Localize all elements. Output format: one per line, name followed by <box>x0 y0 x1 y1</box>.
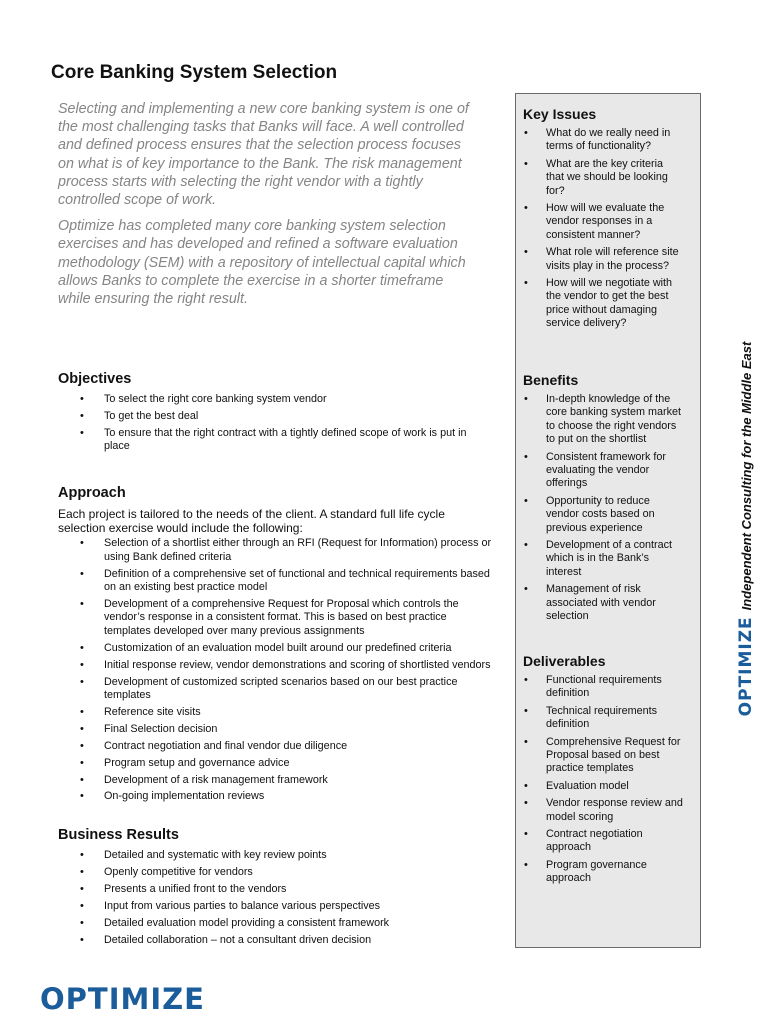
vertical-brand-logo: OPTIMIZE <box>736 616 756 717</box>
intro-paragraph-2: Optimize has completed many core banking system selection exercises and has developed and refined a software evaluation methodology (SEM) with a repository of intellectual capital which allows Banks to complete the exercise in a shorter timeframe while ensuring the right result. <box>58 218 466 308</box>
approach-section <box>58 485 498 807</box>
approach-list <box>58 537 498 803</box>
list-item: • What role will reference site visits play in the process? <box>523 246 684 273</box>
list-item: • Development of customized scripted scenarios based on our best practice templates <box>58 676 494 703</box>
list-item: • How will we evaluate the vendor responses in a consistent manner? <box>523 202 684 242</box>
key-issues-section <box>523 106 698 335</box>
list-item: • Selection of a shortlist either through an RFI (Request for Information) process or using Bank defined criteria <box>58 537 494 564</box>
list-item: • Detailed evaluation model providing a consistent framework <box>58 917 494 930</box>
objectives-section <box>58 371 498 457</box>
list-item: • Development of a risk management framework <box>58 774 494 787</box>
list-item: • Development of a comprehensive Request for Proposal which controls the vendor’s response in a consistent format. This is based on best practice templates developed over many previous assignments <box>58 598 494 638</box>
list-item: • Management of risk associated with vendor selection <box>523 583 684 623</box>
list-item: • In-depth knowledge of the core banking system market to choose the right vendors to put on the shortlist <box>523 393 684 447</box>
list-item: • What do we really need in terms of functionality? <box>523 127 684 154</box>
objectives-heading: Objectives <box>58 371 132 387</box>
list-item: • Initial response review, vendor demonstrations and scoring of shortlisted vendors <box>58 659 494 672</box>
list-item: • Contract negotiation approach <box>523 828 684 855</box>
vertical-banner <box>735 341 757 717</box>
list-item: • Customization of an evaluation model built around our predefined criteria <box>58 642 494 655</box>
deliverables-heading: Deliverables <box>523 653 606 669</box>
list-item: • Openly competitive for vendors <box>58 866 494 879</box>
list-item: • Vendor response review and model scoring <box>523 797 684 824</box>
list-item: • Evaluation model <box>523 780 684 793</box>
list-item: • Technical requirements definition <box>523 705 684 732</box>
list-item: • Input from various parties to balance various perspectives <box>58 900 494 913</box>
sidebar-panel <box>515 93 701 948</box>
objectives-list <box>58 393 498 454</box>
list-item: • Consistent framework for evaluating the vendor offerings <box>523 451 684 491</box>
list-item: • On-going implementation reviews <box>58 790 494 803</box>
footer-logo: OPTIMIZE <box>40 982 205 1016</box>
business-results-heading: Business Results <box>58 827 179 843</box>
list-item: • Comprehensive Request for Proposal based on best practice templates <box>523 736 684 776</box>
key-issues-heading: Key Issues <box>523 106 597 122</box>
list-item: • Detailed and systematic with key review points <box>58 849 494 862</box>
list-item: • How will we negotiate with the vendor to get the best price without damaging service delivery? <box>523 277 684 331</box>
list-item: • To ensure that the right contract with a tightly defined scope of work is put in place <box>58 427 494 454</box>
deliverables-section <box>523 653 698 890</box>
list-item: • Development of a contract which is in the Bank’s interest <box>523 539 684 579</box>
list-item: • Reference site visits <box>58 706 494 719</box>
list-item: • To get the best deal <box>58 410 494 423</box>
approach-intro: Each project is tailored to the needs of the client. A standard full life cycle selection exercise would include the following: <box>58 507 445 536</box>
list-item: • Definition of a comprehensive set of functional and technical requirements based on an existing best practice model <box>58 568 494 595</box>
list-item: • Program governance approach <box>523 859 684 886</box>
business-results-list <box>58 849 498 947</box>
list-item: • Program setup and governance advice <box>58 757 494 770</box>
business-results-section <box>58 827 498 950</box>
benefits-heading: Benefits <box>523 372 579 388</box>
benefits-section <box>523 372 698 628</box>
deliverables-list <box>523 674 698 886</box>
list-item: • Opportunity to reduce vendor costs based on previous experience <box>523 495 684 535</box>
list-item: • Final Selection decision <box>58 723 494 736</box>
key-issues-list <box>523 127 698 331</box>
intro-paragraph-1: Selecting and implementing a new core banking system is one of the most challenging tasks that Banks will face. A well controlled and defined process ensures that the selection process focuses on what is of key importance to the Bank. The risk management process starts with selecting the right vendor with a tightly controlled scope of work. <box>58 101 469 209</box>
page-title: Core Banking System Selection <box>51 62 338 83</box>
intro-text <box>58 100 478 316</box>
list-item: • Detailed collaboration – not a consultant driven decision <box>58 934 494 947</box>
benefits-list <box>523 393 698 624</box>
list-item: • Contract negotiation and final vendor due diligence <box>58 740 494 753</box>
list-item: • To select the right core banking system vendor <box>58 393 494 406</box>
list-item: • Functional requirements definition <box>523 674 684 701</box>
list-item: • Presents a unified front to the vendors <box>58 883 494 896</box>
vertical-tagline: Independent Consulting for the Middle East <box>738 341 754 611</box>
approach-heading: Approach <box>58 485 126 501</box>
list-item: • What are the key criteria that we should be looking for? <box>523 158 684 198</box>
